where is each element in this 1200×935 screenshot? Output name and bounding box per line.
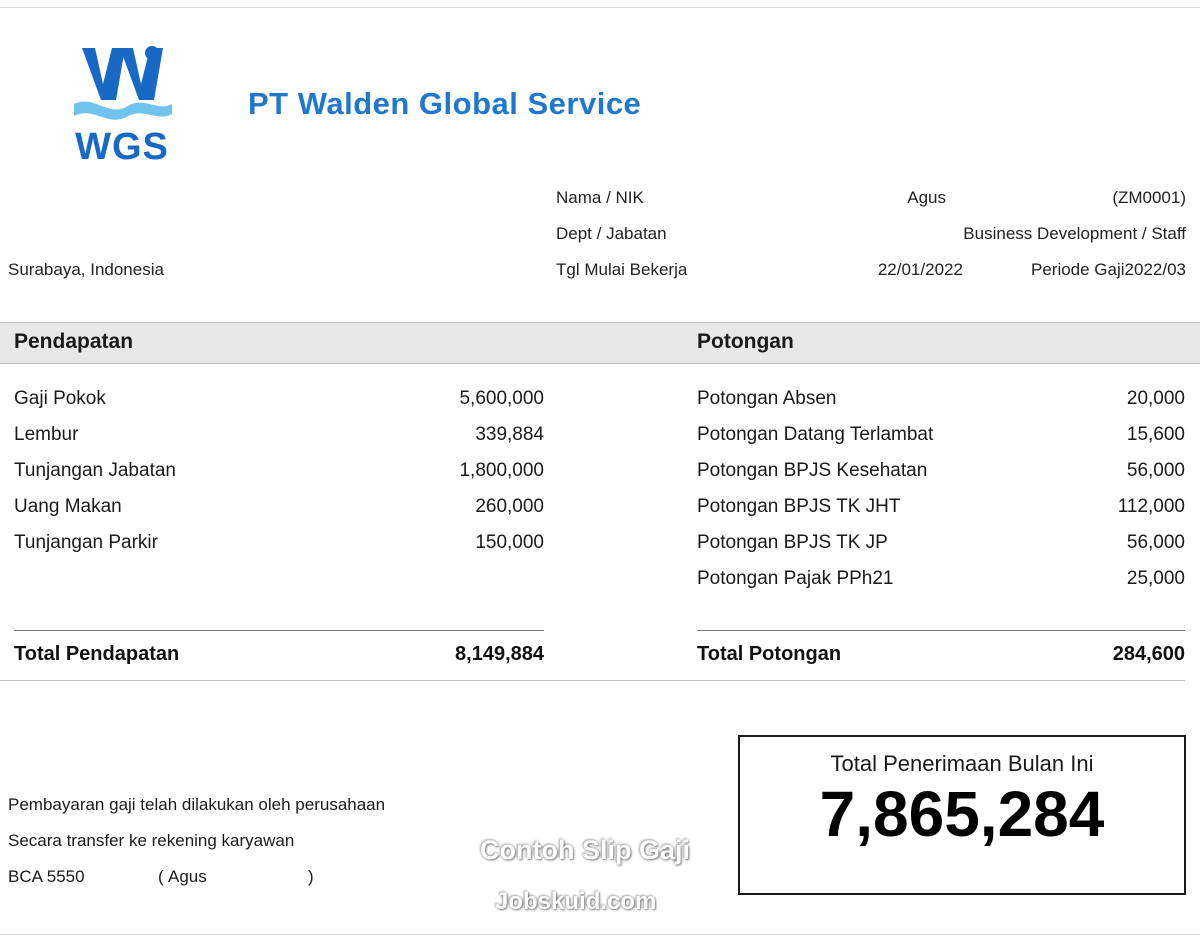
deduction-item-label: Potongan Pajak PPh21: [697, 568, 894, 589]
meta-value-nik: (ZM0001): [1112, 188, 1186, 207]
watermark-title: Contoh Slip Gaji: [480, 835, 690, 865]
income-item-value: 150,000: [475, 532, 544, 553]
list-item: [14, 388, 544, 424]
meta-value-period: 2022/03: [1124, 260, 1186, 279]
section-title-income: Pendapatan: [14, 330, 134, 353]
net-total-box: [738, 735, 1186, 895]
logo-wordmark: WGS: [75, 126, 169, 168]
meta-row-name: [556, 188, 1186, 224]
deduction-item-label: Potongan BPJS TK JHT: [697, 496, 901, 517]
list-item: [14, 460, 544, 496]
payment-note-line-2: Secara transfer ke rekening karyawan: [8, 831, 295, 850]
payment-notes: [8, 795, 385, 903]
bank-account-line: [8, 867, 385, 903]
top-divider: [0, 7, 1200, 8]
company-logo: [62, 42, 182, 182]
deduction-item-value: 56,000: [1126, 532, 1185, 553]
net-total-value: 7,865,284: [819, 778, 1105, 850]
income-item-value: 5,600,000: [459, 388, 544, 409]
payment-note-line-1: Pembayaran gaji telah dilakukan oleh perusahaan: [8, 795, 386, 814]
list-item: [697, 460, 1185, 496]
deduction-total-value: 284,600: [1112, 643, 1185, 665]
income-item-label: Uang Makan: [14, 496, 122, 517]
section-header-band: [0, 322, 1200, 364]
income-total-label: Total Pendapatan: [14, 643, 180, 665]
income-item-label: Gaji Pokok: [14, 388, 106, 409]
income-item-label: Lembur: [14, 424, 79, 445]
bank-paren-close: ): [308, 867, 314, 886]
meta-label-startdate: Tgl Mulai Bekerja: [556, 260, 688, 279]
list-item: [14, 496, 544, 532]
meta-value-dept: Business Development / Staff: [963, 224, 1186, 243]
list-item: [697, 388, 1185, 424]
deduction-item-label: Potongan Absen: [697, 388, 837, 409]
totals-bottom-divider: [0, 680, 1185, 681]
deduction-item-value: 15,600: [1126, 424, 1185, 445]
income-total-value: 8,149,884: [455, 643, 544, 665]
income-item-label: Tunjangan Parkir: [14, 532, 158, 553]
list-item: [697, 424, 1185, 460]
watermark-site: Jobskuid.com: [495, 888, 657, 915]
list-item: [14, 532, 544, 568]
deduction-item-label: Potongan BPJS Kesehatan: [697, 460, 928, 481]
meta-label-name: Nama / NIK: [556, 188, 644, 207]
bank-paren-open: (: [158, 867, 164, 886]
income-item-value: 339,884: [475, 424, 544, 445]
meta-value-name: Agus: [907, 188, 946, 207]
deduction-total-label: Total Potongan: [697, 643, 842, 665]
deduction-item-value: 20,000: [1126, 388, 1185, 409]
deduction-list: [697, 388, 1185, 604]
wgs-logo-icon: [68, 42, 176, 126]
list-item: [697, 496, 1185, 532]
bank-account-number: BCA 5550: [8, 867, 85, 886]
list-item: [697, 532, 1185, 568]
list-item: [697, 568, 1185, 604]
income-total-row: [14, 643, 544, 666]
meta-value-startdate: 22/01/2022: [877, 260, 963, 279]
deduction-item-value: 112,000: [1117, 496, 1185, 517]
income-item-label: Tunjangan Jabatan: [14, 460, 176, 481]
income-total-divider: [14, 630, 544, 631]
net-total-label: Total Penerimaan Bulan Ini: [830, 751, 1094, 776]
income-item-value: 260,000: [475, 496, 544, 517]
meta-row-startdate: [556, 260, 1186, 296]
deduction-item-label: Potongan BPJS TK JP: [697, 532, 888, 553]
list-item: [14, 424, 544, 460]
bank-account-holder: Agus: [168, 867, 207, 886]
income-item-value: 1,800,000: [459, 460, 544, 481]
deduction-total-divider: [697, 630, 1185, 631]
deduction-item-value: 25,000: [1126, 568, 1185, 589]
meta-row-dept: [556, 224, 1186, 260]
deduction-total-row: [697, 643, 1185, 666]
company-name: PT Walden Global Service: [248, 86, 642, 121]
company-city: Surabaya, Indonesia: [8, 260, 164, 279]
meta-label-dept: Dept / Jabatan: [556, 224, 667, 243]
meta-label-period: Periode Gaji: [1030, 260, 1125, 279]
income-list: [14, 388, 544, 568]
deduction-item-value: 56,000: [1126, 460, 1185, 481]
employee-meta: [556, 188, 1186, 296]
section-title-deduction: Potongan: [697, 330, 794, 353]
deduction-item-label: Potongan Datang Terlambat: [697, 424, 934, 445]
